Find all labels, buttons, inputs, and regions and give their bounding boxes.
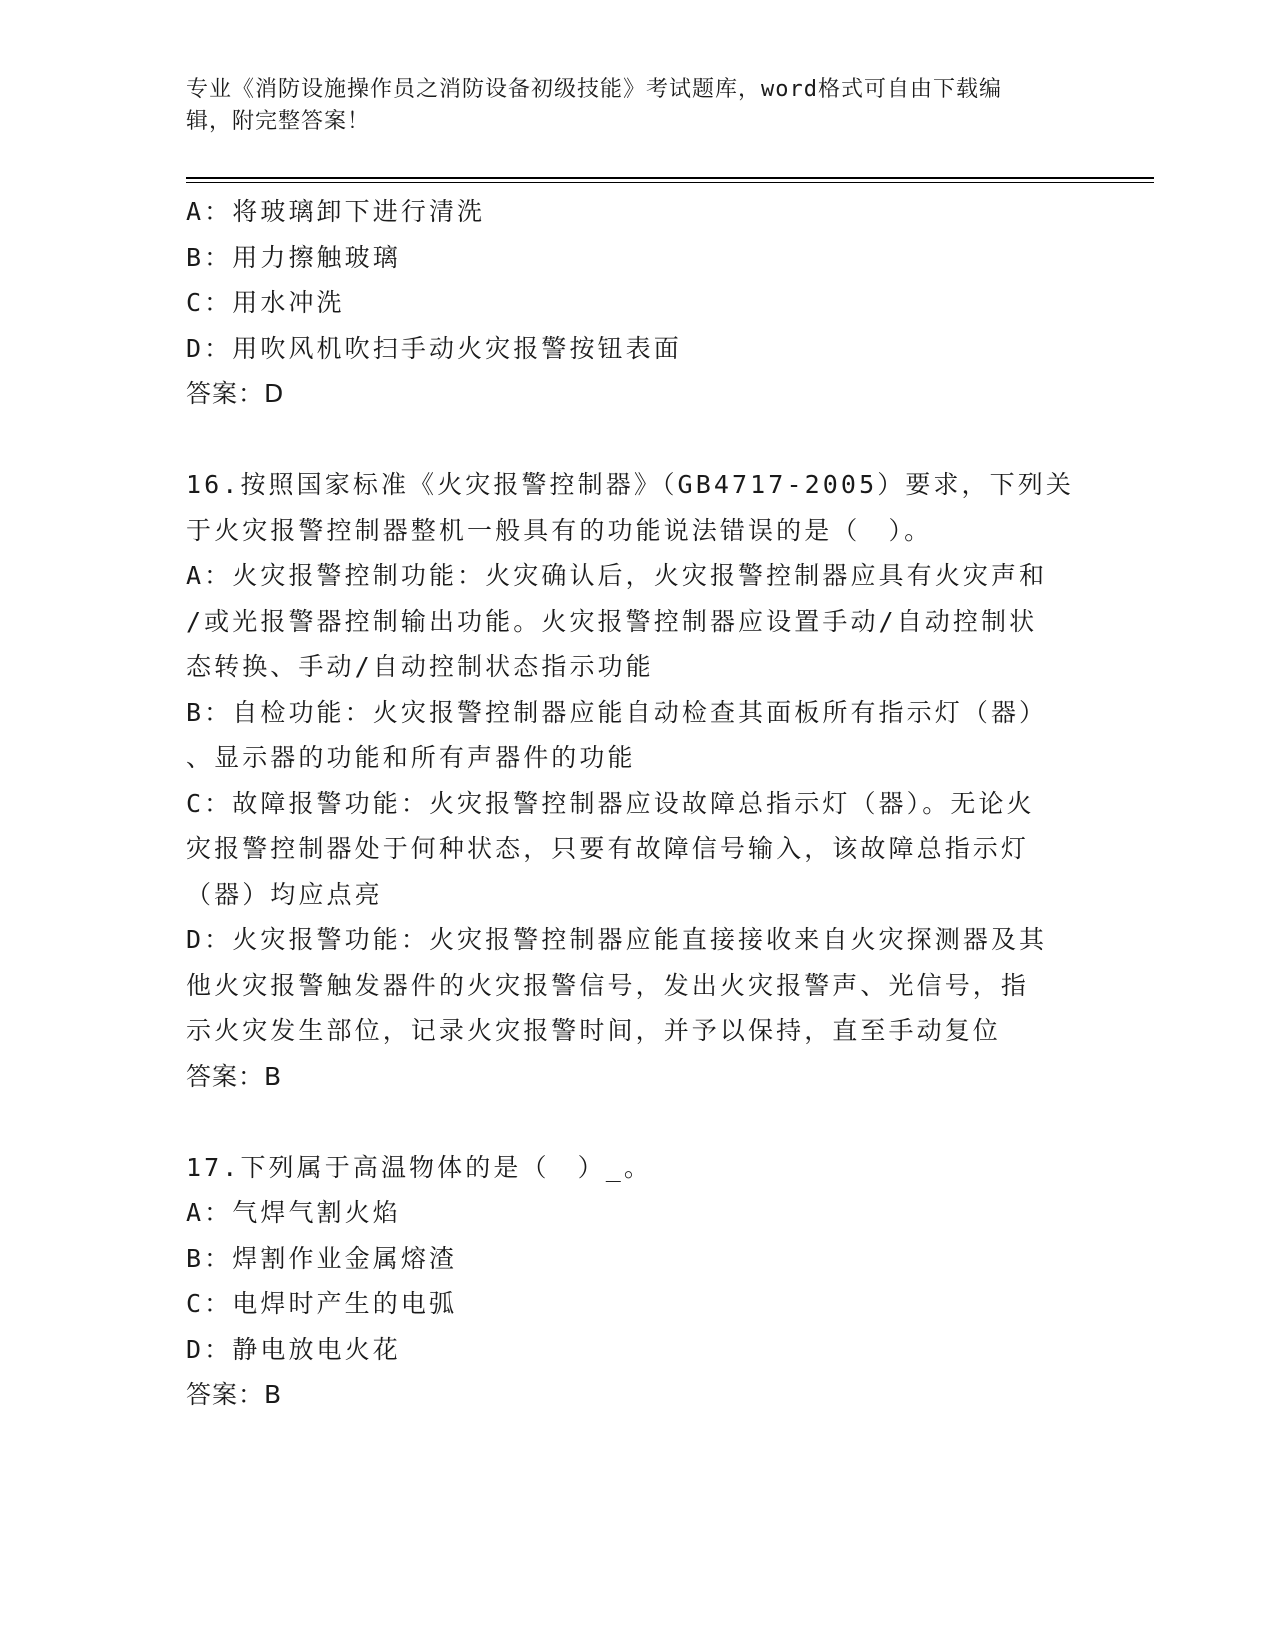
q15-option-a: A：将玻璃卸下进行清洗 [186,197,486,226]
q16-option-d-line-2: 他火灾报警触发器件的火灾报警信号，发出火灾报警声、光信号，指 [186,970,1030,1000]
q16-option-d-line-1: D：火灾报警功能：火灾报警控制器应能直接接收来自火灾探测器及其 [186,925,1048,954]
q16-option-c-line-3: （器）均应点亮 [186,879,383,909]
question-content [186,189,1074,1418]
document-header [186,74,1066,138]
q16-option-d-line-3: 示火灾发生部位，记录火灾报警时间，并予以保持，直至手动复位 [186,1016,1001,1045]
q16-option-a-line-2: /或光报警器控制输出功能。火灾报警控制器应设置手动/自动控制状 [186,606,1038,636]
spacer [186,417,1066,463]
q17-answer: 答案：B [186,1380,283,1409]
header-line-2: 辑，附完整答案！ [186,109,371,134]
q15-option-b: B：用力擦触玻璃 [186,242,401,272]
q16-stem-line-1: 16.按照国家标准《火灾报警控制器》（GB4717-2005）要求，下列关 [186,470,1074,499]
q15-option-d: D：用吹风机吹扫手动火灾报警按钮表面 [186,333,682,363]
question-16 [186,462,1074,1099]
q17-option-b: B：焊割作业金属熔渣 [186,1243,458,1273]
q16-option-c-line-1: C：故障报警功能：火灾报警控制器应设故障总指示灯（器）。无论火 [186,788,1035,818]
q16-answer: 答案：B [186,1061,283,1091]
q15-option-c: C：用水冲洗 [186,288,345,317]
header-divider-thin [186,182,1154,183]
q17-option-a: A：气焊气割火焰 [186,1198,401,1227]
q16-option-a-line-1: A：火灾报警控制功能：火灾确认后，火灾报警控制器应具有火灾声和 [186,561,1048,590]
question-15-options [186,189,1066,417]
q16-option-a-line-3: 态转换、手动/自动控制状态指示功能 [186,652,654,681]
q16-option-c-line-2: 灾报警控制器处于何种状态，只要有故障信号输入，该故障总指示灯 [186,834,1030,863]
q17-option-c: C：电焊时产生的电弧 [186,1289,458,1318]
question-17 [186,1145,1066,1418]
q16-option-b-line-1: B：自检功能：火灾报警控制器应能自动检查其面板所有指示灯（器） [186,697,1048,727]
header-divider-thick [186,177,1154,179]
q17-option-d: D：静电放电火花 [186,1334,401,1364]
header-line-1: 专业《消防设施操作员之消防设备初级技能》考试题库，word格式可自由下载编 [186,77,1002,102]
spacer [186,1099,1066,1145]
q15-answer: 答案：D [186,379,285,408]
q16-option-b-line-2: 、显示器的功能和所有声器件的功能 [186,743,636,772]
q17-stem: 17.下列属于高温物体的是（ ）_。 [186,1152,653,1182]
q16-stem-line-2: 于火灾报警控制器整机一般具有的功能说法错误的是（ ）。 [186,515,933,545]
